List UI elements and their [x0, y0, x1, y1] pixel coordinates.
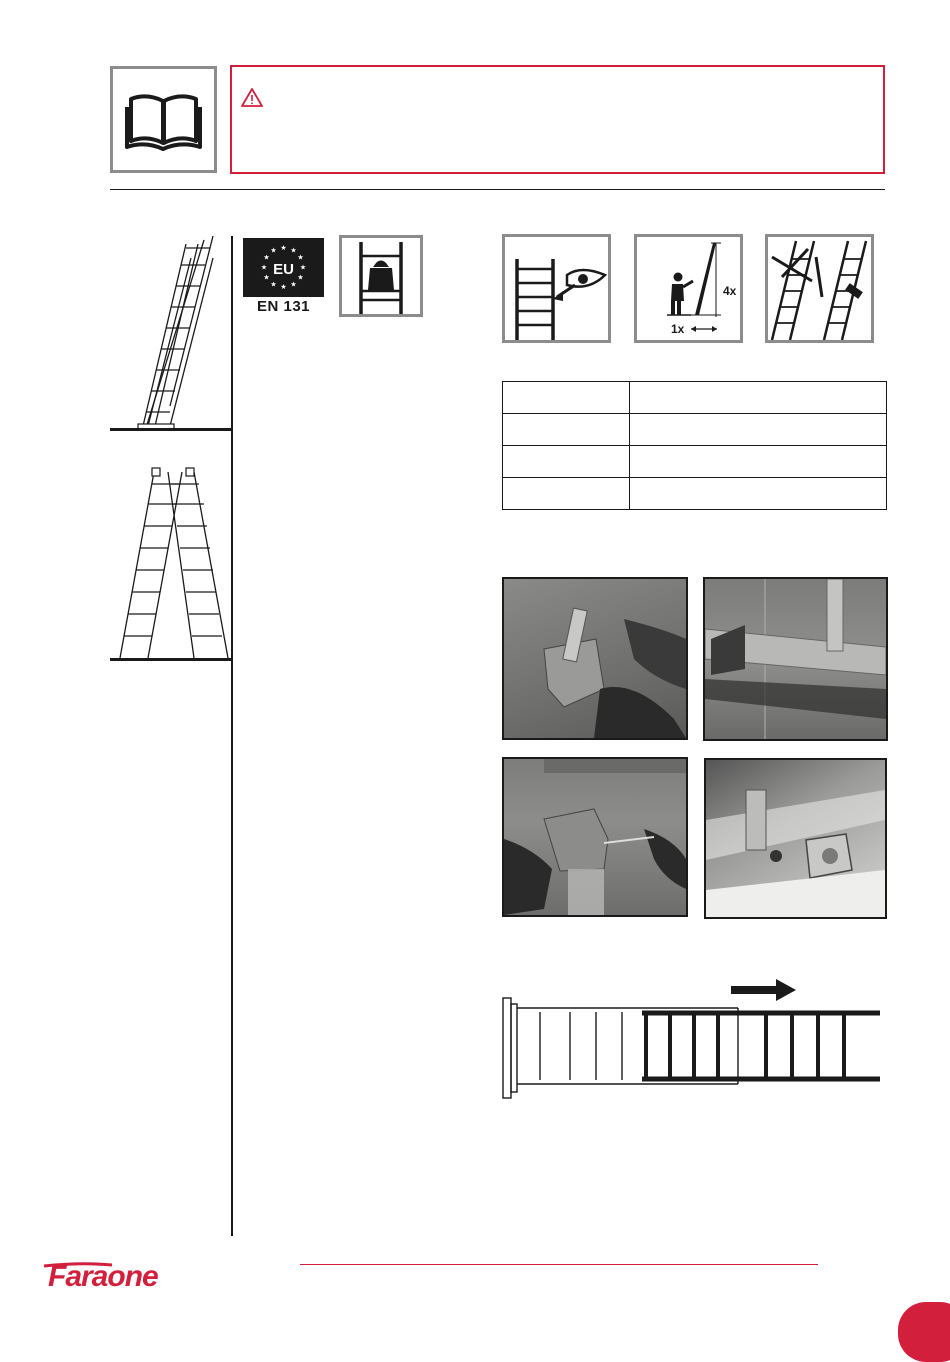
slide-right-arrow-icon — [731, 979, 796, 1001]
eu-flag — [243, 238, 324, 297]
damaged-ladder-pictogram — [765, 234, 874, 343]
table-row — [503, 446, 887, 478]
table-row — [503, 414, 887, 446]
table-cell — [503, 414, 630, 446]
table-cell — [503, 446, 630, 478]
extension-ladder-illustration — [110, 236, 232, 436]
table-row — [503, 382, 887, 414]
svg-text:★: ★ — [280, 283, 287, 291]
standard-label: EN 131 — [256, 298, 311, 315]
assembly-photo-2 — [703, 577, 888, 741]
table-cell — [630, 478, 887, 510]
svg-text:★: ★ — [299, 263, 307, 272]
svg-text:★: ★ — [290, 280, 297, 289]
brand-wordmark: Faraone — [48, 1260, 158, 1292]
table-cell — [503, 382, 630, 414]
load-icon-box — [339, 235, 423, 317]
svg-text:★: ★ — [260, 263, 268, 272]
no-damaged-ladder-icon — [768, 237, 871, 340]
open-book-icon — [113, 69, 214, 170]
svg-text:★: ★ — [290, 246, 297, 255]
warning-box — [230, 65, 885, 174]
footer-divider — [300, 1264, 818, 1265]
extension-diagram — [500, 978, 885, 1100]
svg-text:★: ★ — [263, 273, 270, 282]
svg-text:★: ★ — [263, 253, 270, 262]
column-divider — [231, 236, 233, 1236]
table-cell — [630, 382, 887, 414]
specification-table — [502, 381, 887, 510]
table-cell — [503, 478, 630, 510]
assembly-photo-4 — [704, 758, 887, 919]
angle-ratio-icon — [637, 237, 740, 340]
svg-text:★: ★ — [297, 273, 304, 282]
header-divider — [110, 189, 885, 190]
table-row — [503, 478, 887, 510]
inspect-ladder-pictogram — [502, 234, 611, 343]
table-cell — [630, 446, 887, 478]
assembly-photo-1 — [502, 577, 688, 740]
faraone-logo-icon — [42, 1260, 247, 1292]
manual-icon-box — [110, 66, 217, 173]
svg-text:★: ★ — [297, 253, 304, 262]
brand-logo — [42, 1260, 247, 1292]
svg-text:★: ★ — [270, 280, 277, 289]
angle-ratio-pictogram — [634, 234, 743, 343]
a-frame-ladder-illustration — [110, 466, 232, 666]
svg-text:★: ★ — [270, 246, 277, 255]
warning-triangle-icon — [240, 87, 264, 108]
inspect-ladder-icon — [505, 237, 608, 340]
weight-on-ladder-icon — [342, 238, 420, 314]
svg-text:★: ★ — [280, 244, 287, 252]
assembly-photo-3 — [502, 757, 688, 917]
eu-stars-icon — [243, 238, 324, 297]
ratio-horizontal-label: 1x — [671, 322, 685, 336]
ratio-vertical-label: 4x — [723, 284, 737, 298]
page-tab — [898, 1302, 950, 1362]
table-cell — [630, 414, 887, 446]
eu-flag-label: EU — [273, 261, 294, 278]
